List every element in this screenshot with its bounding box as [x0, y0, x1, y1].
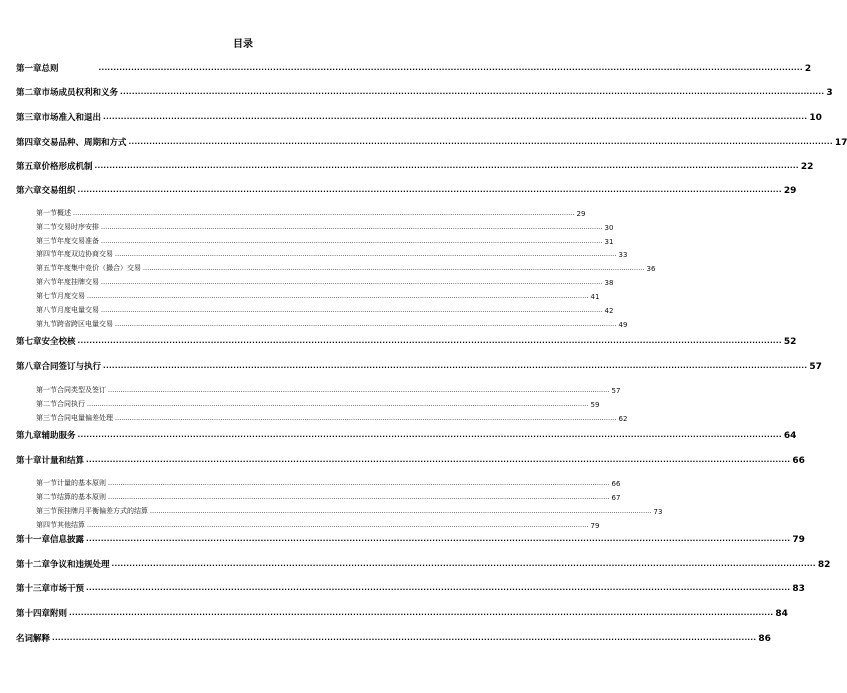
dot-leader: .............................................................................................................................................................................................................................................. — [108, 494, 610, 501]
entry-title: 市场成员权利和义务 — [41, 88, 119, 98]
entry-page: 79 — [590, 522, 600, 530]
entry-page: 17 — [834, 138, 847, 148]
toc-entry-section[interactable] — [36, 318, 628, 329]
entry-page: 38 — [604, 279, 614, 287]
entry-title: 年度集中竞价（撮合）交易 — [57, 264, 141, 272]
entry-title: 信息披露 — [50, 535, 85, 545]
entry-number: 第九章 — [16, 431, 42, 441]
entry-number: 第一节 — [36, 479, 57, 487]
toc-entry-glossary[interactable] — [16, 630, 771, 644]
dot-leader: .............................................................................................................................................................................................................................................. — [86, 535, 791, 543]
toc-entry-section[interactable] — [36, 412, 628, 423]
entry-title: 其他结算 — [57, 521, 85, 529]
dot-leader: .............................................................................................................................................................................................................................................. — [143, 265, 645, 272]
entry-number: 第十三章 — [16, 584, 51, 594]
toc-entry-section[interactable] — [36, 262, 656, 273]
dot-leader: .............................................................................................................................................................................................................................................. — [87, 401, 589, 408]
entry-number: 第一章 — [16, 64, 42, 74]
toc-entry-chapter-11[interactable] — [16, 531, 805, 545]
entry-number: 第八节 — [36, 306, 57, 314]
entry-page: 10 — [809, 113, 822, 123]
dot-leader: .............................................................................................................................................................................................................................................. — [77, 337, 782, 345]
dot-leader: .............................................................................................................................................................................................................................................. — [69, 609, 774, 617]
dot-leader: .............................................................................................................................................................................................................................................. — [103, 113, 808, 121]
toc-entry-section[interactable] — [36, 398, 600, 409]
entry-title: 交易时序安排 — [57, 223, 99, 231]
entry-number: 第二章 — [16, 88, 42, 98]
toc-title: 目录 — [233, 39, 253, 50]
dot-leader: .............................................................................................................................................................................................................................................. — [128, 138, 833, 146]
entry-page: 83 — [792, 584, 805, 594]
toc-entry-chapter-13[interactable] — [16, 580, 805, 594]
toc-entry-chapter-5[interactable] — [16, 158, 814, 172]
entry-number: 第三节 — [36, 507, 57, 515]
dot-leader: .............................................................................................................................................................................................................................................. — [98, 64, 803, 72]
entry-title: 计量和结算 — [41, 456, 85, 466]
entry-page: 57 — [611, 387, 621, 395]
entry-number: 第三节 — [36, 414, 57, 422]
toc-entry-section[interactable] — [36, 384, 621, 395]
entry-title: 安全校核 — [41, 337, 76, 347]
dot-leader: .............................................................................................................................................................................................................................................. — [73, 210, 575, 217]
entry-number: 第九节 — [36, 320, 57, 328]
entry-title: 市场准入和退出 — [41, 113, 102, 123]
entry-page: 86 — [758, 634, 771, 644]
entry-title: 辅助服务 — [41, 431, 76, 441]
entry-title: 合同类型及签订 — [57, 386, 106, 394]
toc-entry-section[interactable] — [36, 248, 628, 259]
dot-leader: .............................................................................................................................................................................................................................................. — [94, 162, 799, 170]
entry-number: 第一节 — [36, 209, 57, 217]
toc-entry-section[interactable] — [36, 304, 614, 315]
entry-title: 价格形成机制 — [41, 162, 93, 172]
toc-entry-section[interactable] — [36, 235, 614, 246]
dot-leader: .............................................................................................................................................................................................................................................. — [150, 508, 652, 515]
entry-title: 合同执行 — [57, 400, 85, 408]
entry-number: 第十章 — [16, 456, 42, 466]
entry-title: 附则 — [50, 609, 68, 619]
entry-number: 第六章 — [16, 186, 42, 196]
toc-entry-section[interactable] — [36, 491, 621, 502]
dot-leader: .............................................................................................................................................................................................................................................. — [115, 251, 617, 258]
dot-leader: .............................................................................................................................................................................................................................................. — [52, 634, 757, 642]
toc-entry-section[interactable] — [36, 519, 600, 530]
entry-title: 合同签订与执行 — [41, 362, 102, 372]
dot-leader: .............................................................................................................................................................................................................................................. — [120, 88, 825, 96]
entry-page: 57 — [809, 362, 822, 372]
toc-entry-chapter-14[interactable] — [16, 605, 788, 619]
dot-leader: .............................................................................................................................................................................................................................................. — [101, 224, 603, 231]
dot-leader: .............................................................................................................................................................................................................................................. — [101, 279, 603, 286]
entry-title: 结算的基本原则 — [57, 493, 106, 501]
entry-page: 66 — [611, 480, 621, 488]
entry-number: 名词解释 — [16, 634, 51, 644]
entry-number: 第二节 — [36, 400, 57, 408]
entry-number: 第八章 — [16, 362, 42, 372]
entry-title: 市场干预 — [50, 584, 85, 594]
entry-page: 2 — [804, 64, 812, 74]
entry-page: 66 — [792, 456, 805, 466]
toc-entry-section[interactable] — [36, 207, 586, 218]
dot-leader: .............................................................................................................................................................................................................................................. — [101, 307, 603, 314]
toc-entry-section[interactable] — [36, 276, 614, 287]
entry-number: 第十四章 — [16, 609, 51, 619]
entry-page: 73 — [653, 508, 663, 516]
entry-number: 第五节 — [36, 264, 57, 272]
entry-page: 41 — [590, 293, 600, 301]
dot-leader: .............................................................................................................................................................................................................................................. — [86, 584, 791, 592]
entry-page: 22 — [800, 162, 814, 172]
entry-page: 33 — [618, 251, 628, 259]
dot-leader: .............................................................................................................................................................................................................................................. — [87, 293, 589, 300]
toc-entry-chapter-8[interactable] — [16, 358, 822, 372]
toc-entry-chapter-9[interactable] — [16, 427, 797, 441]
entry-number: 第七节 — [36, 292, 57, 300]
dot-leader: .............................................................................................................................................................................................................................................. — [108, 480, 610, 487]
dot-leader: .............................................................................................................................................................................................................................................. — [77, 431, 782, 439]
entry-title: 年度挂牌交易 — [57, 278, 99, 286]
toc-entry-section[interactable] — [36, 290, 600, 301]
entry-page: 36 — [646, 265, 656, 273]
entry-page: 31 — [604, 238, 614, 246]
entry-page: 79 — [792, 535, 805, 545]
toc-entry-chapter-4[interactable] — [16, 134, 847, 148]
dot-leader: .............................................................................................................................................................................................................................................. — [111, 560, 816, 568]
toc-entry-section[interactable] — [36, 221, 614, 232]
entry-title: 争议和违规处理 — [50, 560, 110, 570]
entry-number: 第十一章 — [16, 535, 51, 545]
entry-title: 年度交易准备 — [57, 237, 99, 245]
entry-number: 第二节 — [36, 493, 57, 501]
entry-number: 第四章 — [16, 138, 42, 148]
entry-title: 跨省跨区电量交易 — [57, 320, 113, 328]
entry-title: 概述 — [57, 209, 71, 217]
entry-number: 第六节 — [36, 278, 57, 286]
toc-entry-chapter-7[interactable] — [16, 333, 797, 347]
entry-number: 第五章 — [16, 162, 42, 172]
entry-title: 年度双边协商交易 — [57, 250, 113, 258]
entry-title: 月度交易 — [57, 292, 85, 300]
entry-page: 3 — [826, 88, 833, 98]
toc-entry-section[interactable] — [36, 505, 663, 516]
entry-page: 29 — [783, 186, 797, 196]
entry-page: 64 — [783, 431, 797, 441]
dot-leader: .............................................................................................................................................................................................................................................. — [77, 186, 782, 194]
entry-title: 交易组织 — [41, 186, 76, 196]
dot-leader: .............................................................................................................................................................................................................................................. — [108, 387, 610, 394]
toc-entry-chapter-3[interactable] — [16, 109, 822, 123]
entry-number: 第二节 — [36, 223, 57, 231]
entry-page: 59 — [590, 401, 600, 409]
entry-title: 合同电量偏差处理 — [57, 414, 113, 422]
entry-page: 42 — [604, 307, 614, 315]
toc-entry-chapter-1[interactable] — [16, 60, 812, 74]
entry-title: 预挂牌月平衡偏差方式的结算 — [57, 507, 148, 515]
entry-page: 62 — [618, 415, 628, 423]
entry-number: 第一节 — [36, 386, 57, 394]
toc-entry-chapter-6[interactable] — [16, 182, 797, 196]
toc-entry-chapter-12[interactable] — [16, 556, 831, 570]
entry-page: 30 — [604, 224, 614, 232]
entry-title: 计量的基本原则 — [57, 479, 106, 487]
dot-leader: .............................................................................................................................................................................................................................................. — [115, 415, 617, 422]
entry-title: 交易品种、周期和方式 — [41, 138, 127, 148]
entry-page: 82 — [817, 560, 831, 570]
toc-entry-chapter-10[interactable] — [16, 452, 805, 466]
toc-entry-section[interactable] — [36, 477, 621, 488]
entry-number: 第十二章 — [16, 560, 51, 570]
toc-entry-chapter-2[interactable] — [16, 84, 833, 98]
entry-number: 第三节 — [36, 237, 57, 245]
entry-title: 月度电量交易 — [57, 306, 99, 314]
entry-page: 67 — [611, 494, 621, 502]
dot-leader: .............................................................................................................................................................................................................................................. — [101, 238, 603, 245]
entry-number: 第四节 — [36, 250, 57, 258]
entry-number: 第三章 — [16, 113, 42, 123]
entry-number: 第四节 — [36, 521, 57, 529]
entry-page: 84 — [775, 609, 788, 619]
entry-page: 29 — [576, 210, 586, 218]
entry-page: 49 — [618, 321, 628, 329]
dot-leader: .............................................................................................................................................................................................................................................. — [86, 456, 791, 464]
dot-leader: .............................................................................................................................................................................................................................................. — [103, 362, 808, 370]
dot-leader: .............................................................................................................................................................................................................................................. — [115, 321, 617, 328]
entry-title: 总则 — [41, 64, 59, 74]
entry-number: 第七章 — [16, 337, 42, 347]
entry-page: 52 — [783, 337, 797, 347]
dot-leader: .............................................................................................................................................................................................................................................. — [87, 522, 589, 529]
